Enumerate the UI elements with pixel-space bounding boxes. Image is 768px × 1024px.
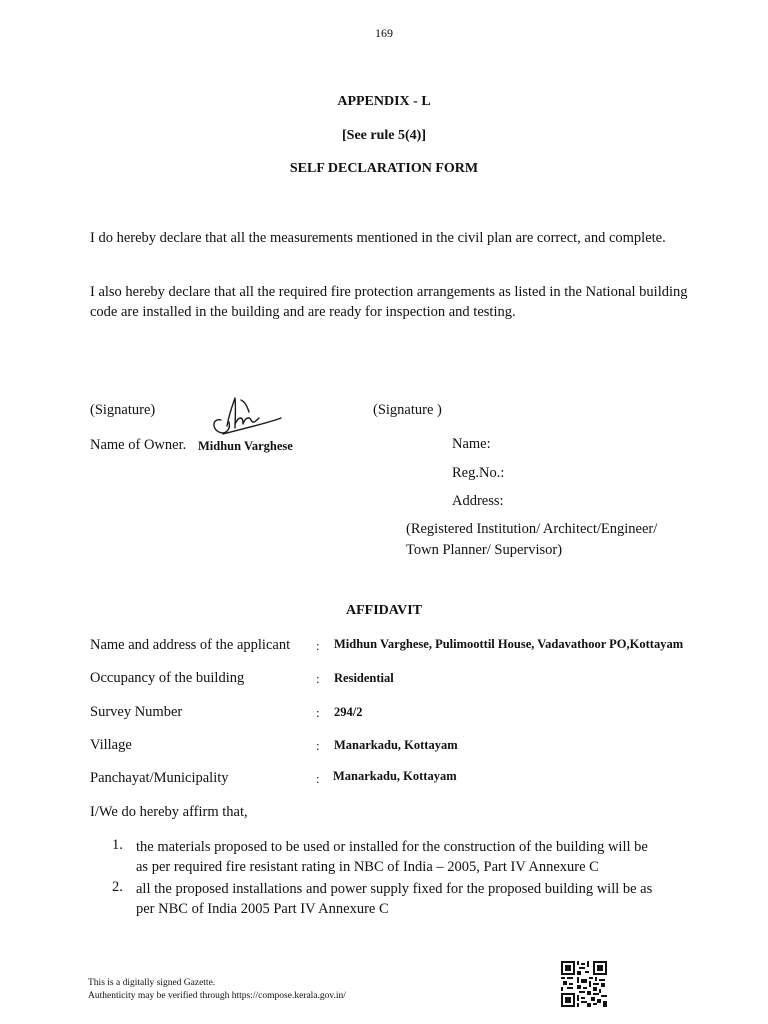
affidavit-field-value: Manarkadu, Kottayam <box>334 738 458 752</box>
field-colon: : <box>316 771 320 786</box>
affidavit-field-label: Panchayat/Municipality <box>90 770 229 786</box>
professional-address-label: Address: <box>452 493 504 509</box>
professional-note-line: Town Planner/ Supervisor) <box>406 542 563 558</box>
owner-name-label: Name of Owner. <box>90 437 187 453</box>
affidavit-field-value: Midhun Varghese, Pulimoottil House, Vadavathoor PO,Kottayam <box>334 637 684 651</box>
page-number: 169 <box>375 26 393 40</box>
list-item-text: the materials proposed to be used or installed for the construction of the building will be <box>136 839 648 855</box>
list-item-text: all the proposed installations and power supply fixed for the proposed building will be as <box>136 881 653 897</box>
footer-note: This is a digitally signed Gazette. <box>88 978 216 988</box>
footer-note: Authenticity may be verified through https://compose.kerala.gov.in/ <box>88 991 346 1001</box>
owner-name-value: Midhun Varghese <box>198 439 293 453</box>
field-colon: : <box>316 705 320 720</box>
professional-reg-label: Reg.No.: <box>452 465 505 481</box>
qr-code <box>561 961 607 1007</box>
declaration-paragraph: I also hereby declare that all the required fire protection arrangements as listed in the National building code are installed in the building and are ready for inspection and testing. <box>90 284 688 320</box>
declaration-paragraph: I do hereby declare that all the measurements mentioned in the civil plan are correct, and complete. <box>90 230 666 246</box>
handwritten-signature <box>205 394 285 438</box>
field-colon: : <box>316 738 320 753</box>
field-colon: : <box>316 671 320 686</box>
rule-reference: [See rule 5(4)] <box>342 128 426 143</box>
affidavit-field-value: 294/2 <box>334 705 363 719</box>
affidavit-field-label: Survey Number <box>90 704 183 720</box>
list-item-text: as per required fire resistant rating in NBC of India – 2005, Part IV Annexure C <box>136 859 599 875</box>
affirm-intro: I/We do hereby affirm that, <box>90 804 248 820</box>
professional-signature-label: (Signature ) <box>373 402 442 418</box>
affidavit-title: AFFIDAVIT <box>346 603 422 618</box>
field-colon: : <box>316 638 320 653</box>
professional-note-line: (Registered Institution/ Architect/Engineer/ <box>406 521 658 537</box>
appendix-heading: APPENDIX - L <box>337 94 431 109</box>
form-title: SELF DECLARATION FORM <box>289 161 479 176</box>
affidavit-field-value: Manarkadu, Kottayam <box>333 769 457 783</box>
list-item-number: 2. <box>112 879 123 895</box>
affidavit-field-value: Residential <box>334 671 394 685</box>
affidavit-field-label: Occupancy of the building <box>90 670 245 686</box>
list-item-number: 1. <box>112 837 123 853</box>
list-item-text: per NBC of India 2005 Part IV Annexure C <box>136 901 389 917</box>
affidavit-field-label: Name and address of the applicant <box>90 637 291 653</box>
owner-signature-label: (Signature) <box>90 402 156 418</box>
professional-name-label: Name: <box>452 436 491 452</box>
affidavit-field-label: Village <box>90 737 132 753</box>
